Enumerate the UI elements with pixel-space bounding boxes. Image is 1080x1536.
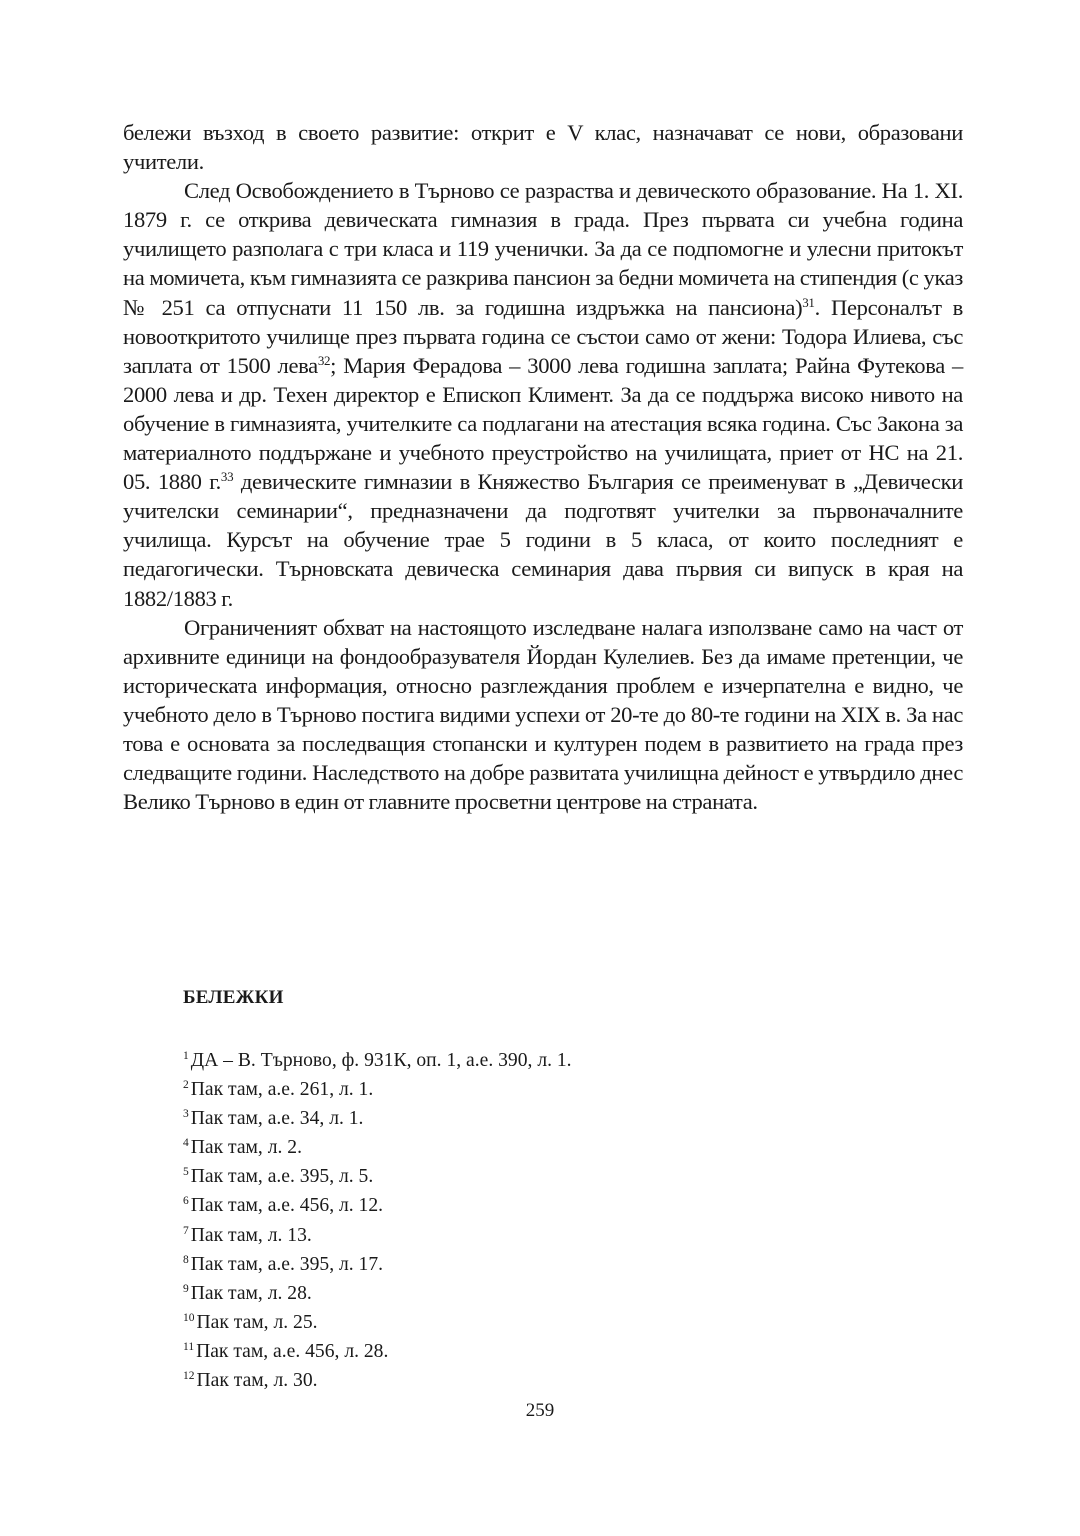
note-number: 4 — [183, 1137, 189, 1150]
note-item — [183, 1279, 572, 1308]
note-text: Пак там, л. 25. — [196, 1311, 318, 1333]
note-item — [183, 1337, 572, 1366]
note-text: Пак там, а.е. 34, л. 1. — [190, 1108, 364, 1130]
note-number: 2 — [183, 1079, 189, 1092]
paragraph — [123, 176, 963, 612]
note-item — [183, 1191, 572, 1220]
note-item — [183, 1104, 572, 1133]
page-number: 259 — [525, 1400, 555, 1421]
paragraph-text: бележи възход в своето развитие: открит е V клас, назначават се нови, образовани учители. — [123, 120, 963, 175]
note-item — [183, 1162, 572, 1191]
note-item — [183, 1366, 572, 1395]
note-item — [183, 1221, 572, 1250]
paragraph-text: След Освобождението в Търново се разраства и девическото образование. На 1. XI. 1879 г. се открива девическата гимназия в града. През първата си учебна година училището разполага с три класа и 119 ученички. За да се подпомогне и улесни притокът на момичета, към гимназията се разкрива пансион за бедни момичета на стипендия (с указ № 251 са отпуснати 11 150 лв. за годишна издръжка на пансиона) — [123, 178, 963, 320]
note-text: Пак там, а.е. 456, л. 12. — [190, 1195, 384, 1217]
note-item — [183, 1075, 572, 1104]
body-text — [123, 118, 963, 816]
note-number: 7 — [183, 1224, 189, 1237]
note-number: 9 — [183, 1282, 189, 1295]
paragraph-text: Ограниченият обхват на настоящото изследване налага използване само на част от архивните единици на фондообразувателя Йордан Кулелиев. Без да имаме претенции, че историческата информация, относно разглеждания проблем е изчерпателна е видно, че учебното дело в Търново постига видими успехи от 20-те до 80-те години на XIX в. За нас това е основата за последващия стопански и културен подем в развитието на града през следващите години. Наследството на добре развитата училищна дейност е утвърдило днес Велико Търново в един от главните просветни центрове на страната. — [123, 614, 963, 815]
note-number: 1 — [183, 1050, 189, 1062]
note-text: ДА – В. Търново, ф. 931К, оп. 1, а.е. 390, л. 1. — [190, 1050, 572, 1071]
paragraph — [123, 118, 963, 176]
paragraph — [123, 613, 963, 817]
footnote-ref[interactable]: 31 — [802, 294, 815, 310]
paragraph-text: . Персоналът в новооткритото училище през първата година се състои само от жени: Тодора Илиева, със заплата от 1500 лева — [123, 294, 963, 378]
note-number: 6 — [183, 1195, 189, 1208]
note-number: 3 — [183, 1108, 189, 1121]
note-text: Пак там, а.е. 395, л. 5. — [190, 1166, 374, 1188]
footnote-ref[interactable]: 33 — [220, 469, 234, 485]
note-text: Пак там, л. 13. — [190, 1224, 312, 1246]
note-number: 10 — [183, 1311, 195, 1324]
footnote-ref[interactable]: 32 — [317, 352, 331, 368]
note-item — [183, 1250, 572, 1279]
note-number: 11 — [183, 1340, 195, 1353]
note-text: Пак там, а.е. 261, л. 1. — [190, 1079, 374, 1101]
note-text: Пак там, а.е. 456, л. 28. — [196, 1340, 389, 1362]
note-text: Пак там, л. 28. — [190, 1282, 312, 1304]
paragraph-text: девическите гимназии в Княжество България се преименуват в „Девически учителски семинарии“, предназначени да подготвят учителки за първоначалните училища. Курсът на обучение трае 5 години в 5 класа, от които последният е педагогически. Търновската девическа семинария дава първия си випуск в края на 1882/1883 г. — [123, 469, 963, 611]
note-text: Пак там, л. 30. — [196, 1370, 318, 1392]
note-number: 5 — [183, 1166, 189, 1179]
note-item — [183, 1046, 572, 1075]
notes-list — [183, 1046, 572, 1395]
note-text: Пак там, а.е. 395, л. 17. — [190, 1253, 384, 1275]
notes-heading: БЕЛЕЖКИ — [183, 987, 284, 1008]
note-number: 12 — [183, 1370, 195, 1383]
note-item — [183, 1308, 572, 1337]
note-number: 8 — [183, 1253, 189, 1266]
note-text: Пак там, л. 2. — [190, 1137, 302, 1159]
paragraph-text: ; Мария Ферадова – 3000 лева годишна заплата; Райна Футекова – 2000 лева и др. Техен директор е Епископ Климент. За да се поддържа високо нивото на обучение в гимназията, учителките са подлагани на атестация всяка година. Със Закона за материалното поддържане и учебното преустройство на училищата, приет от НС на 21. 05. 1880 г. — [123, 352, 963, 495]
note-item — [183, 1133, 572, 1162]
